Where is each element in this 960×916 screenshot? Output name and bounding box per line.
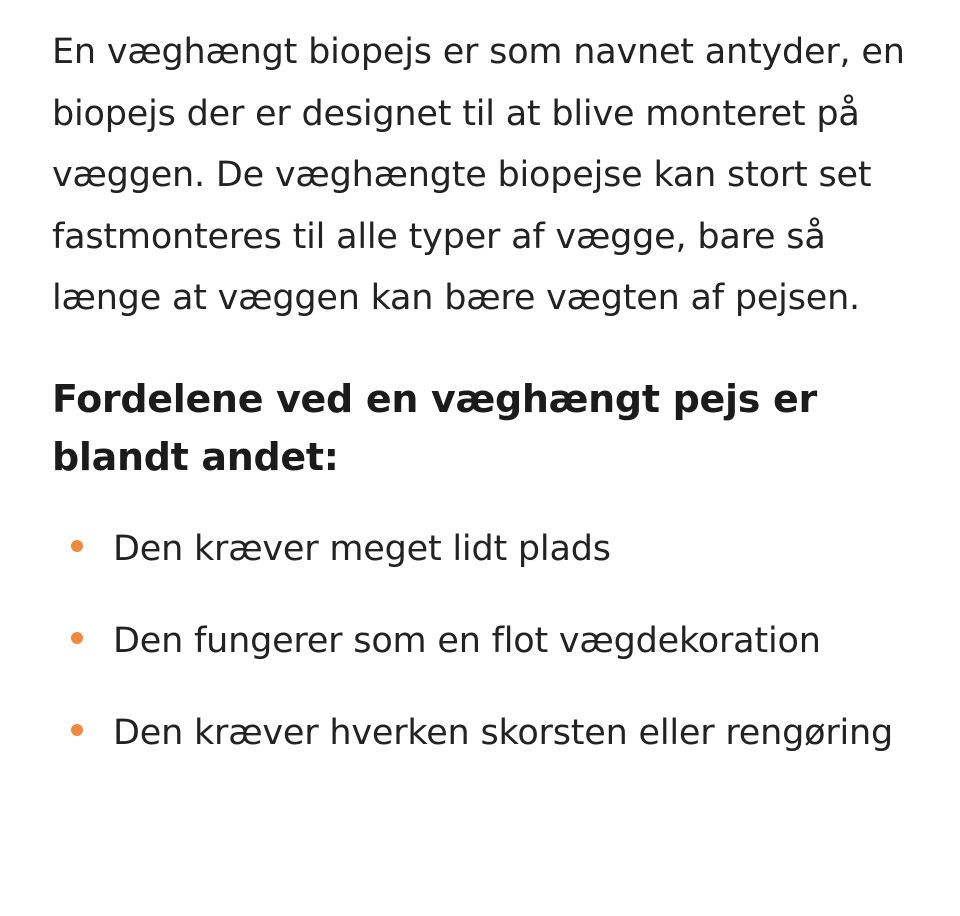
benefits-heading: Fordelene ved en væghængt pejs er blandt andet: (52, 376, 817, 479)
article-content (52, 22, 922, 794)
list-item (52, 610, 922, 672)
bullet-dot-icon (71, 724, 83, 736)
list-item (52, 518, 922, 580)
bullet-dot-icon (71, 632, 83, 644)
intro-paragraph: En væghængt biopejs er som navnet antyder, en biopejs der er designet til at blive monteret på væggen. De væghængte biopejse kan stort set fastmonteres til alle typer af vægge, bare så længe at væggen kan bære vægten af pejsen. (52, 32, 905, 318)
list-item (52, 702, 922, 764)
list-item-text: Den fungerer som en flot vægdekoration (113, 620, 821, 661)
bullet-dot-icon (71, 540, 83, 552)
list-item-text: Den kræver meget lidt plads (113, 528, 611, 569)
benefits-list (52, 518, 922, 764)
list-item-text: Den kræver hverken skorsten eller rengøring (113, 712, 894, 753)
